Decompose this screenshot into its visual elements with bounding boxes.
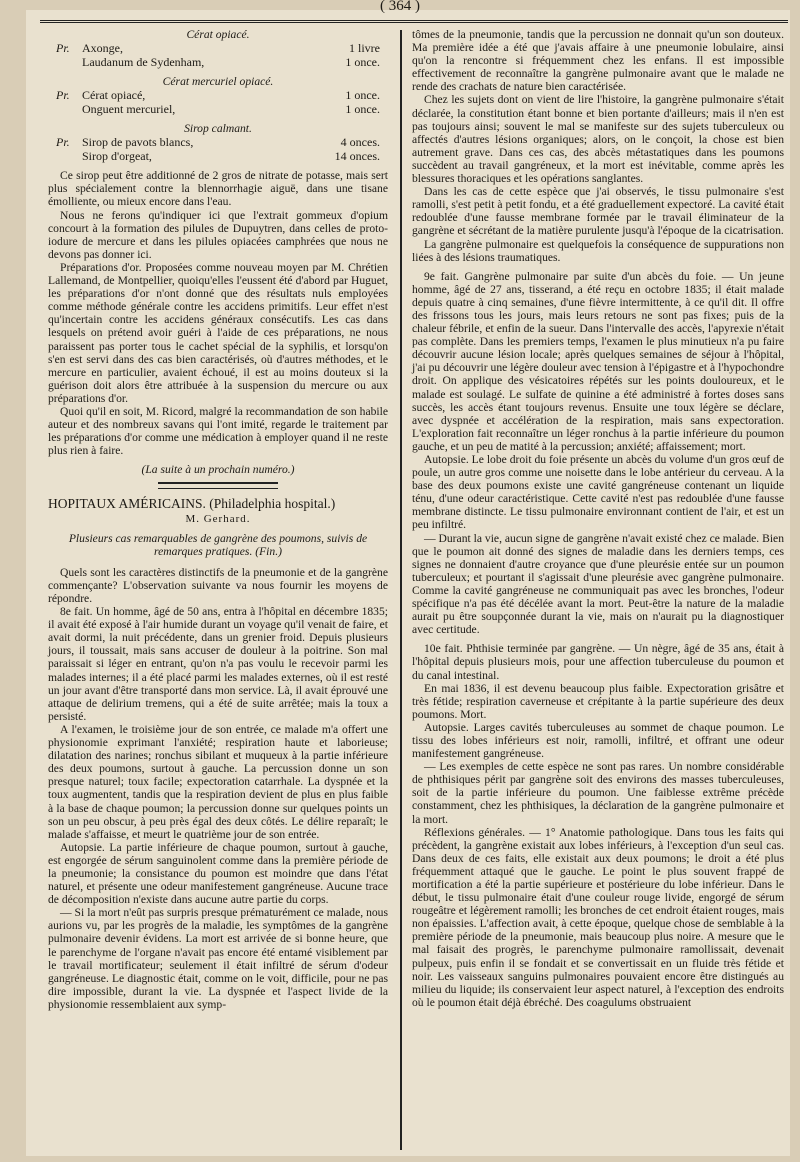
paragraph: Autopsie. La partie inférieure de chaque poumon, surtout à gauche, est engorgée de sérum sanguinolent comme dans la première période de la pneumonie; la consistance du poumon est moindre que dans l'état naturel, et présente une odeur manifestement gangréneuse. Aucune trace de décomposition n'existe dans aucune autre partie du corps.	[48, 840, 388, 907]
paragraph: Quoi qu'il en soit, M. Ricord, malgré la recommandation de son habile auteur et des nombreux savans qui l'ont imité, regarde le traitement par les préparations d'or comme une médication à employer quand il ne reste plus rien à faire.	[48, 404, 388, 458]
paragraph: A l'examen, le troisième jour de son entrée, ce malade m'a offert une physionomie exprimant l'anxiété; respiration haute et laborieuse; dilatation des narines; ronchus sibilant et muqueux à la partie inférieure des deux poumons, surtout à gauche. La percussion donne un son presque naturel; toux facile; expectoration catarrhale. La dyspnée et la toux augmentent, tandis que la respiration devient de plus en plus faible à la base de chaque poumon; la percussion donne sur quelques points un son un peu obscur, à peu près égal des deux côtés. Le délire reparaît; le malade s'affaisse, et meurt le quatrième jour de son entrée.	[48, 722, 388, 841]
paragraph: Ce sirop peut être additionné de 2 gros de nitrate de potasse, mais sert plus spécialement contre la blennorrhagie aiguë, dans une tisane émolliente, ou mieux encore dans l'eau.	[48, 169, 388, 209]
paragraph: 10e fait. Phthisie terminée par gangrène. — Un nègre, âgé de 35 ans, était à l'hôpital depuis plusieurs mois, pour une affection tuberculeuse du poumon et du canal intestinal.	[412, 642, 784, 682]
paragraph: — Durant la vie, aucun signe de gangrène n'avait existé chez ce malade. Bien que le poumon ait donné des signes de maladie dans les derniers temps, ces signes ne donnaient d'autre croyance que d'une pleurésie entée sur un poumon tuberculeux; et pourtant il s'agissait d'une pleurésie avec gangrène pulmonaire. Comme la cavité gangréneuse ne communiquait pas avec les bronches, l'odeur spécifique n'a pas été décélée avant la mort. Peut-être la nature de la maladie aurait pu être soupçonnée durant la vie, mais on n'aurait pu la diagnostiquer avec certitude.	[412, 531, 784, 637]
paragraph: Quels sont les caractères distinctifs de la pneumonie et de la gangrène commençante? L'observation suivante va nous fournir les moyens de répondre.	[48, 565, 388, 605]
formula-row: Sirop d'orgeat, 14 onces.	[82, 149, 380, 164]
paragraph: Autopsie. Larges cavités tuberculeuses au sommet de chaque poumon. Le tissu des lobes inférieurs est noir, ramolli, infiltré, et offrant une odeur manifestement gangréneuse.	[412, 720, 784, 761]
formula-row: Pr. Axonge, 1 livre	[56, 41, 380, 56]
formula-row: Laudanum de Sydenham, 1 once.	[82, 55, 380, 70]
article-subtitle: Plusieurs cas remarquables de gangrène des poumons, suivis de remarques pratiques. (Fin.)	[68, 531, 368, 558]
paragraph: Nous ne ferons qu'indiquer ici que l'extrait gommeux d'opium concourt à la formation des pilules de Dupuytren, dans celles de proto-iodure de mercure et dans les pilules opiacées camphrées que nous ne devons pas donner ici.	[48, 208, 388, 261]
header-rule	[40, 20, 788, 23]
paragraph: En mai 1836, il est devenu beaucoup plus faible. Expectoration grisâtre et très fétide; respiration caverneuse et crépitante à la partie supérieure des deux poumons. Mort.	[412, 681, 784, 721]
right-column	[412, 28, 784, 1009]
paragraph: 8e fait. Un homme, âgé de 50 ans, entra à l'hôpital en décembre 1835; il avait été exposé à l'air humide durant un voyage qu'il venait de faire, et avait dormi, la nuit précédente, dans un grenier froid. Depuis plusieurs jours, il toussait, mais sans accuser de douleur à la poitrine. Son mal paraissait si léger en entrant, qu'on n'a pas voulu le recevoir parmi les malades internes; il a été placé parmi les malades externes, où il est resté un jour avant d'être transporté dans mon service. Là, il avait éprouvé une attaque de delirium tremens, qui a été de suite arrêtée; mais la toux a persisté.	[48, 605, 388, 723]
paragraph: tômes de la pneumonie, tandis que la percussion ne donnait qu'un son douteux. Ma première idée a été que j'avais affaire à une pneumonie lobulaire, ainsi qu'on la rencontre si fréquemment chez les enfans. Il est impossible effectivement de reconnaître la gangrène pulmonaire avant que le malade ne rende des crachats de nature bien caractérisée.	[412, 28, 784, 94]
formula-title: Cérat mercuriel opiacé.	[162, 75, 274, 89]
formula-row: Onguent mercuriel, 1 once.	[82, 102, 380, 117]
paragraph: — Si la mort n'eût pas surpris presque prématurément ce malade, nous aurions vu, par les progrès de la maladie, les symptômes de la gangrène pulmonaire devenir évidens. La mort est arrivée de si bonne heure, que le parenchyme de l'organe n'avait pas encore été entamé visiblement par le travail mortificateur; seulement il était infiltré de sérum d'odeur gangréneuse. Le diagnostic était, comme on le voit, difficile, pour ne pas dire impossible, durant la vie. La dyspnée et l'aspect livide de la physionomie ressemblaient aux symp-	[48, 906, 388, 1011]
formula-row: Pr. Sirop de pavots blancs, 4 onces.	[56, 135, 380, 150]
formula-title: Cérat opiacé.	[186, 28, 250, 41]
section-heading: HOPITAUX AMÉRICAINS. (Philadelphia hospital.)	[48, 496, 336, 512]
continuation-note: (La suite à un prochain numéro.)	[141, 463, 295, 477]
paragraph: Dans les cas de cette espèce que j'ai observés, le tissu pulmonaire s'est ramolli, s'est petit à petit fondu, et a été graduellement expectoré. La cavité était redoublée d'une fausse membrane formée par le travail éliminateur de la gangrène et sécrétant de la matière purulente jusqu'à l'époque de la cicatrisation.	[412, 185, 784, 238]
paragraph: Réflexions générales. — 1° Anatomie pathologique. Dans tous les faits qui précèdent, la gangrène existait aux lobes inférieurs, à l'exception d'un seul cas. Dans deux de ces faits, elle existait aux deux poumons; le droit a été plus fréquemment attaqué que le gauche. Le point le plus souvent frappé de mortification a été la partie supérieure et postérieure du lobe inférieur. Dans le début, le tissu pulmonaire était d'une couleur rouge livide, engorgé de sérum rougeâtre et légèrement ramolli; les bronches de cet endroit étaient rouges, mais non épaissies. L'affection avait, à cette époque, quelque chose de semblable à la première période de la pneumonie, mais beaucoup plus noire. A mesure que le mal faisait des progrès, le parenchyme pulmonaire ramollissait, devenait pulpeux, puis enfin il se fondait et se convertissait en un fluide très fétide et noir. Les vaisseaux sanguins pulmonaires pouvaient encore être distingués au milieu du liquide; ils conservaient leur aspect naturel, à l'exception des endroits où le poumon était déjà ébréché. Des coagulums obstruaient	[412, 825, 784, 1009]
author: M. Gerhard.	[185, 512, 251, 525]
formula-row: Pr. Cérat opiacé, 1 once.	[56, 88, 380, 103]
paragraph: La gangrène pulmonaire est quelquefois la conséquence de suppurations non liées à des lésions traumatiques.	[412, 237, 784, 264]
paragraph: Chez les sujets dont on vient de lire l'histoire, la gangrène pulmonaire s'était déclarée, la constitution étant bonne et bien portante d'ailleurs; mais il n'en est pas toujours ainsi; souvent le mal se manifeste sur des sujets tuberculeux ou affectés d'autres lésions organiques; alors, on le conçoit, la chose est bien autrement grave. Dans ces cas, des abcès métastatiques dans les poumons succèdent au travail gangréneux, et la mort est inévitable, comme après les blessures thoraciques et les opérations sanglantes.	[412, 93, 784, 186]
left-column	[48, 28, 388, 1011]
paragraph: 9e fait. Gangrène pulmonaire par suite d'un abcès du foie. — Un jeune homme, âgé de 27 ans, tisserand, a été reçu en octobre 1835; il était malade depuis quatre à cinq semaines, d'une fièvre intermittente, à ce qu'il dit. Il offre des frissons tous les jours, mais leurs retours ne sont pas fixes; puis de la chaleur fébrile, et enfin de la sueur. Dans l'intervalle des accès, l'apyrexie n'était pas complète. Dans les premiers temps, l'examen le plus minutieux n'a pu faire découvrir aucune lésion locale; après quelques semaines de séjour à l'hôpital, j'ai pu découvrir une légère douleur avec tension à l'épigastre et à l'hypochondre droit. On applique des vésicatoires répétés sur les points douloureux, et le malade est soulagé. Le sulfate de quinine a été administré à fortes doses sans succès, les accès étant toujours revenus. Ensuite une toux légère se déclare, avec dyspnée et accélération de la respiration, mais sans expectoration. L'exploration fait reconnaître un léger ronchus à la partie inférieure du poumon gauche, et un peu de matité à la percussion; anxiété; affaissement; mort.	[412, 269, 784, 453]
column-separator	[400, 30, 402, 1150]
page-number: ( 364 )	[380, 0, 420, 14]
section-rule	[158, 482, 278, 489]
formula-title: Sirop calmant.	[184, 122, 252, 136]
paragraph: Préparations d'or. Proposées comme nouveau moyen par M. Chrétien Lallemand, de Montpellier, quoiqu'elles l'eussent été d'abord par Huguet, les préparations d'or n'ont donné que des résultats nuls employées comme méthode générale contre les accidens primitifs. Leur effet n'est qu'incertain contre les accidens généraux consécutifs. Les cas dans lesquels on prétend avoir guéri à l'aide de ces préparations, ne nous paraissent pas porter tous le cachet spécial de la syphilis, et lorsqu'on s'en est servi dans des cas bien caractérisés, où d'autres méthodes, et le mercure en particulier, avaient échoué, il est au moins douteux si la guérison doit alors être attribuée à la suspension du mercure ou aux préparations d'or.	[48, 260, 388, 405]
paragraph: Autopsie. Le lobe droit du foie présente un abcès du volume d'un gros œuf de poule, un autre gros comme une noisette dans le lobe antérieur du cerveau. A la base des deux poumons existe une cavité gangréneuse contenant un liquide ténu, d'une odeur caractéristique. Cette cavité n'est pas redoublée d'une fausse membrane distincte. Le tissu pulmonaire environnant contient de l'air, et est un peu infiltré.	[412, 453, 784, 532]
paragraph: — Les exemples de cette espèce ne sont pas rares. Un nombre considérable de phthisiques périt par gangrène soit des environs des masses tuberculeuses, soit de la partie inférieure du poumon. Une faiblesse extrême précède constamment, chez les phthisiques, la déclaration de la gangrène pulmonaire et la mort.	[412, 760, 784, 826]
